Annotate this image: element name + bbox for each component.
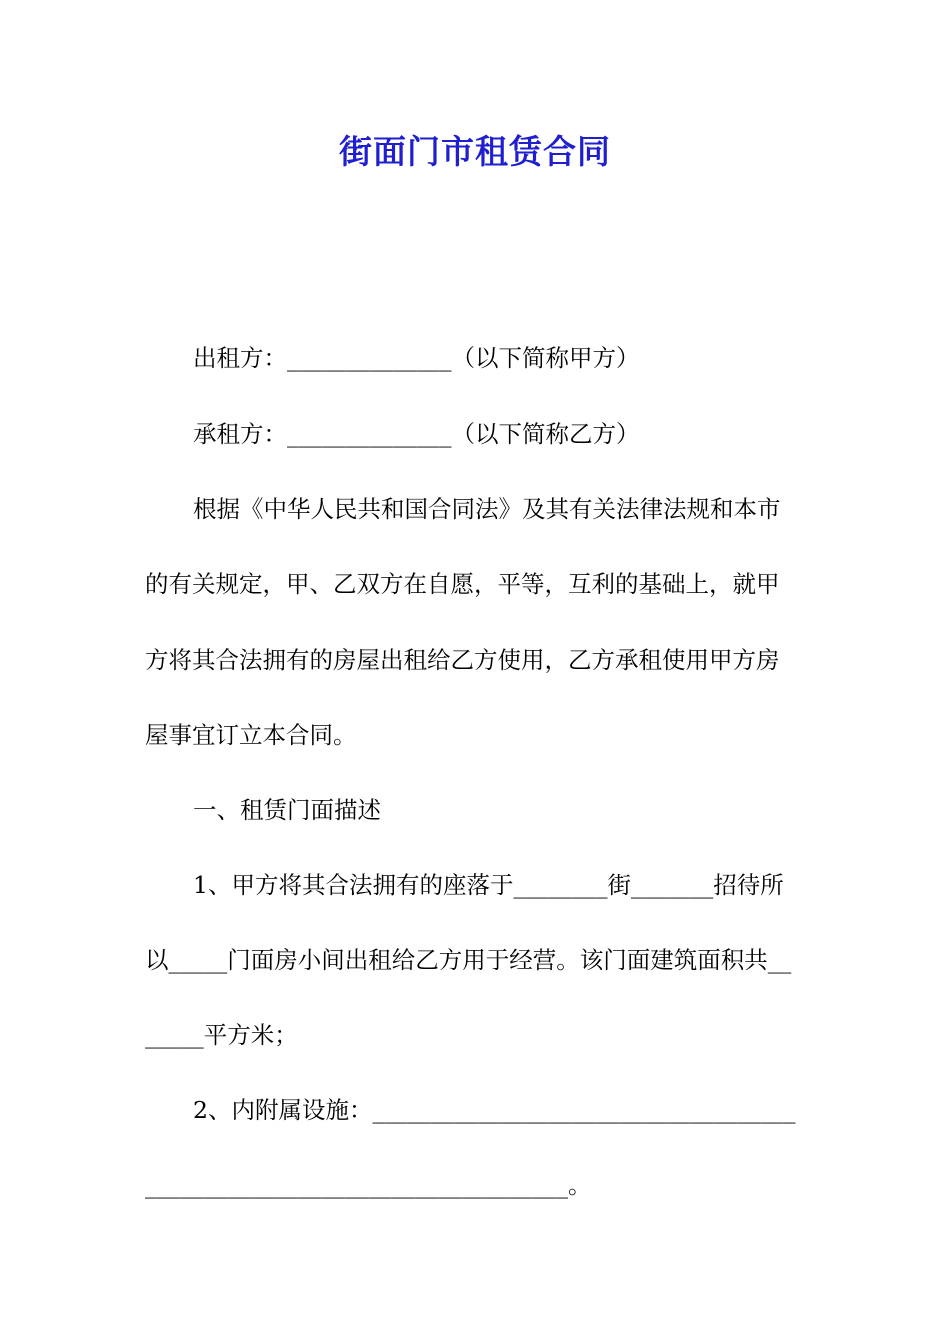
clause-2-line-2: ____________________________________。 <box>145 1171 592 1199</box>
clause-1-line-2: 以_____门面房小间出租给乙方用于经营。该门面建筑面积共__ <box>145 946 792 974</box>
preamble-line-4: 屋事宜订立本合同。 <box>145 721 357 749</box>
preamble-line-3: 方将其合法拥有的房屋出租给乙方使用，乙方承租使用甲方房 <box>145 646 780 674</box>
document-title: 街面门市租赁合同 <box>339 132 611 171</box>
clause-1-line-3: _____平方米； <box>145 1021 298 1049</box>
lessor-line: 出租方：______________（以下简称甲方） <box>193 344 640 372</box>
clause-1-line-1: 1、甲方将其合法拥有的座落于________街_______招待所 <box>193 871 784 899</box>
clause-2-line-1: 2、内附属设施：____________________________________ <box>193 1096 796 1124</box>
preamble-line-1: 根据《中华人民共和国合同法》及其有关法律法规和本市 <box>193 495 781 523</box>
lessee-line: 承租方：______________（以下简称乙方） <box>193 420 640 448</box>
section-heading: 一、租赁门面描述 <box>193 796 381 824</box>
preamble-line-2: 的有关规定，甲、乙双方在自愿，平等，互利的基础上，就甲 <box>145 570 780 598</box>
